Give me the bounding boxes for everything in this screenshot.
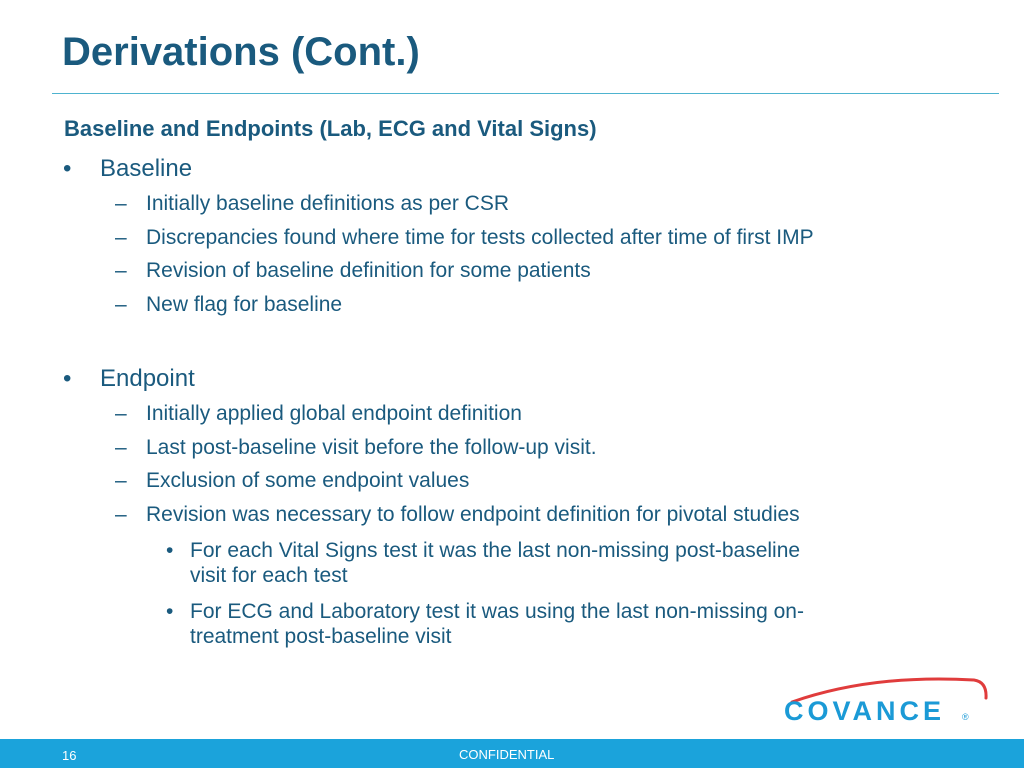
covance-logo [782, 668, 996, 730]
subbullet-text: New flag for baseline [146, 293, 343, 316]
subbullet-text: Initially baseline definitions as per CSR [146, 192, 510, 215]
footer-bar [0, 739, 1024, 768]
subbullet-text: Initially applied global endpoint definition [146, 402, 522, 425]
bullet-heading: Endpoint [100, 365, 195, 392]
dash-marker: – [115, 226, 127, 249]
dash-marker: – [115, 293, 127, 316]
subbullet-text: Exclusion of some endpoint values [146, 469, 470, 492]
logo-text: COVANCE [784, 696, 946, 726]
bullet-marker: • [166, 539, 174, 562]
bullet-marker: • [166, 600, 174, 623]
slide-subtitle: Baseline and Endpoints (Lab, ECG and Vital Signs) [64, 116, 597, 141]
dash-marker: – [115, 259, 127, 282]
sub-subbullet-line: For each Vital Signs test it was the last non-missing post-baseline [190, 539, 801, 562]
sub-subbullet-line: visit for each test [190, 564, 348, 587]
title-divider [52, 93, 999, 94]
slide-title: Derivations (Cont.) [62, 30, 420, 74]
subbullet-text: Discrepancies found where time for tests collected after time of first IMP [146, 226, 814, 249]
subbullet-text: Revision was necessary to follow endpoint definition for pivotal studies [146, 503, 800, 526]
subbullet-text: Last post-baseline visit before the follow-up visit. [146, 436, 597, 459]
dash-marker: – [115, 402, 127, 425]
bullet-heading: Baseline [100, 155, 193, 182]
sub-subbullet-line: treatment post-baseline visit [190, 625, 452, 648]
subbullet-text: Revision of baseline definition for some patients [146, 259, 591, 282]
sub-subbullet-line: For ECG and Laboratory test it was using the last non-missing on- [190, 600, 804, 623]
dash-marker: – [115, 192, 127, 215]
page-number: 16 [62, 748, 77, 763]
dash-marker: – [115, 469, 127, 492]
logo-registered-mark: ® [962, 712, 969, 722]
dash-marker: – [115, 503, 127, 526]
dash-marker: – [115, 436, 127, 459]
bullet-marker: • [63, 365, 72, 392]
bullet-marker: • [63, 155, 72, 182]
confidential-label: CONFIDENTIAL [459, 747, 555, 762]
